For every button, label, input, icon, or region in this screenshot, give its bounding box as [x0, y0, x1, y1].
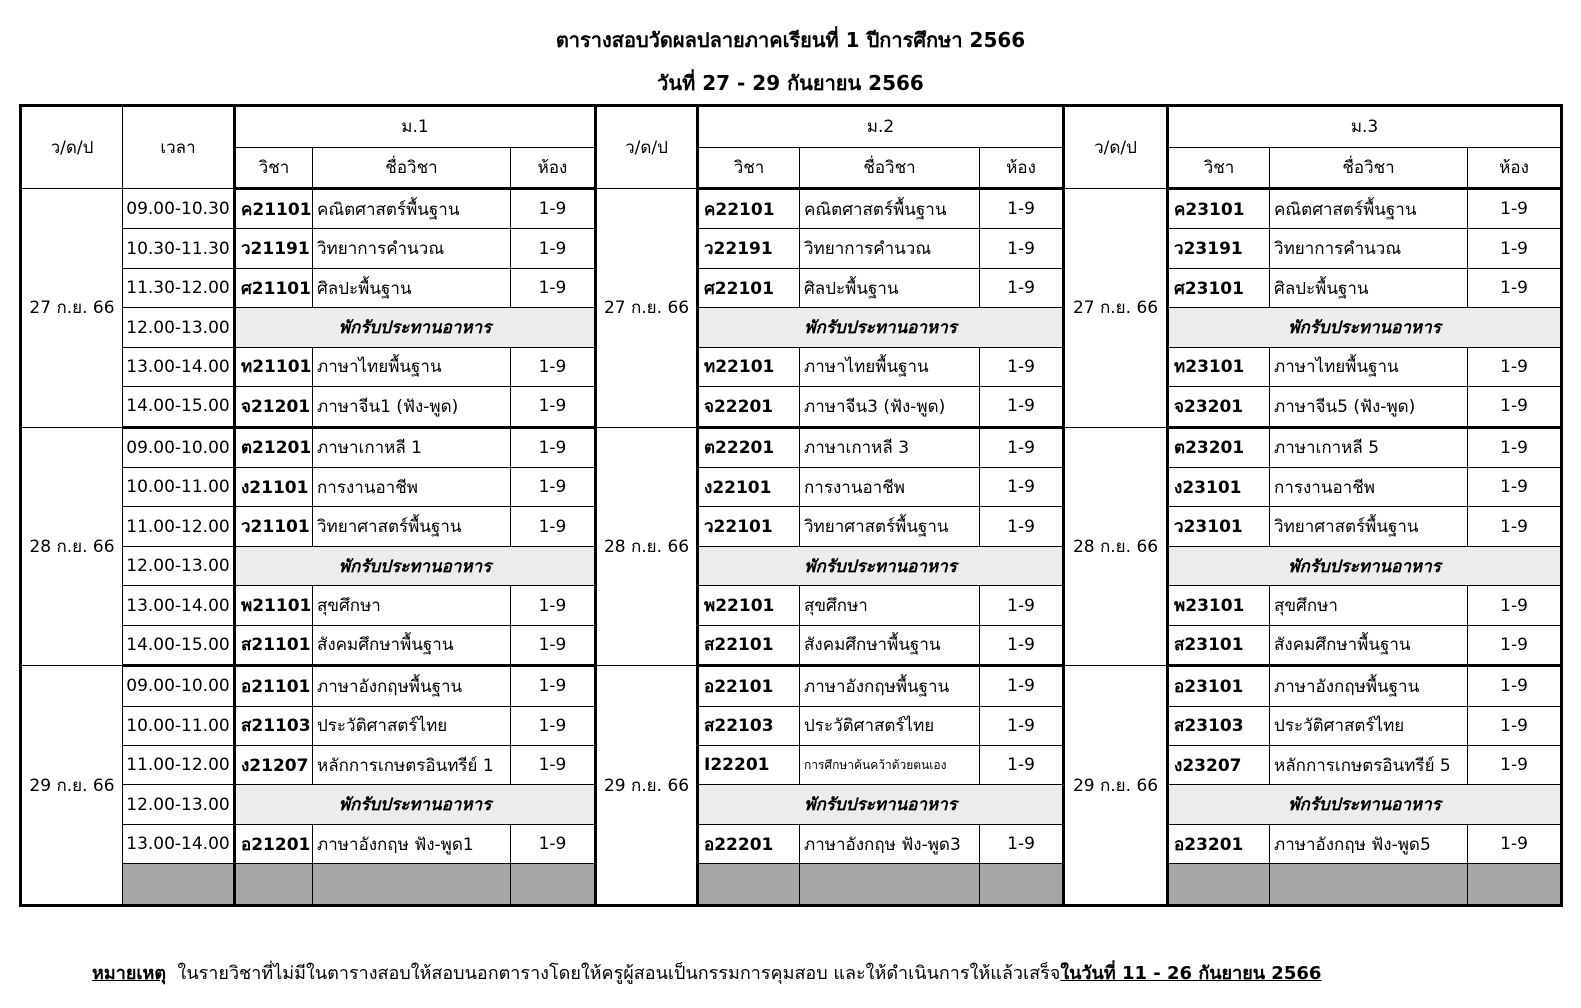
- subject-code: อ23201: [1168, 824, 1270, 863]
- exam-room: 1-9: [980, 347, 1064, 386]
- exam-room: 1-9: [1468, 229, 1562, 268]
- subject-code: ส23101: [1168, 625, 1270, 665]
- subject-name: สังคมศึกษาพื้นฐาน: [800, 625, 980, 665]
- header-room: ห้อง: [511, 147, 596, 189]
- table-row: [21, 666, 1562, 706]
- page-title: ตารางสอบวัดผลปลายภาคเรียนที่ 1 ปีการศึกษา 2566: [555, 28, 1026, 52]
- subject-name: ภาษาอังกฤษ ฟัง-พูด5: [1270, 824, 1468, 863]
- subject-code: จ23201: [1168, 387, 1270, 427]
- page-subtitle: วันที่ 27 - 29 กันยายน 2566: [657, 71, 924, 95]
- subject-code: ว23191: [1168, 229, 1270, 268]
- empty-cell: [235, 864, 313, 906]
- subject-name: ภาษาอังกฤษพื้นฐาน: [313, 666, 511, 706]
- subject-name: ภาษาไทยพื้นฐาน: [800, 347, 980, 386]
- exam-room: 1-9: [511, 586, 596, 625]
- exam-room: 1-9: [511, 706, 596, 745]
- subject-code: I22201: [698, 746, 800, 785]
- subject-name: คณิตศาสตร์พื้นฐาน: [800, 189, 980, 229]
- exam-room: 1-9: [511, 229, 596, 268]
- exam-room: 1-9: [511, 268, 596, 307]
- subject-code: ว22101: [698, 507, 800, 546]
- subject-code: ส21103: [235, 706, 313, 745]
- subject-name: ภาษาจีน1 (ฟัง-พูด): [313, 387, 511, 427]
- subject-code: ส22101: [698, 625, 800, 665]
- exam-room: 1-9: [511, 189, 596, 229]
- empty-row: [21, 864, 1562, 906]
- exam-time: 10.00-11.00: [123, 468, 235, 507]
- exam-time: 09.00-10.30: [123, 189, 235, 229]
- empty-cell: [698, 864, 800, 906]
- subject-name: สังคมศึกษาพื้นฐาน: [313, 625, 511, 665]
- exam-time: 09.00-10.00: [123, 427, 235, 467]
- subject-code: ว22191: [698, 229, 800, 268]
- exam-room: 1-9: [980, 387, 1064, 427]
- header-subject-name: ชื่อวิชา: [313, 147, 511, 189]
- exam-room: 1-9: [980, 706, 1064, 745]
- exam-room: 1-9: [980, 427, 1064, 467]
- empty-cell: [1270, 864, 1468, 906]
- table-row: [21, 586, 1562, 625]
- subject-code: อ22101: [698, 666, 800, 706]
- subject-name: การงานอาชีพ: [1270, 468, 1468, 507]
- table-row: [21, 229, 1562, 268]
- subject-code: ส21101: [235, 625, 313, 665]
- exam-time: 13.00-14.00: [123, 586, 235, 625]
- subject-code: ต22201: [698, 427, 800, 467]
- subject-name: ศิลปะพื้นฐาน: [800, 268, 980, 307]
- exam-time: 12.00-13.00: [123, 546, 235, 585]
- subject-code: ศ22101: [698, 268, 800, 307]
- empty-cell: [1168, 864, 1270, 906]
- exam-room: 1-9: [511, 387, 596, 427]
- subject-name: ภาษาไทยพื้นฐาน: [1270, 347, 1468, 386]
- subject-code: ง22101: [698, 468, 800, 507]
- empty-cell: [800, 864, 980, 906]
- subject-code: อ23101: [1168, 666, 1270, 706]
- subject-name: สุขศึกษา: [1270, 586, 1468, 625]
- subject-name: ภาษาเกาหลี 1: [313, 427, 511, 467]
- exam-room: 1-9: [1468, 746, 1562, 785]
- exam-time: 09.00-10.00: [123, 666, 235, 706]
- exam-room: 1-9: [1468, 706, 1562, 745]
- lunch-break: พักรับประทานอาหาร: [235, 785, 596, 824]
- table-row: [21, 387, 1562, 427]
- subject-name: การงานอาชีพ: [800, 468, 980, 507]
- exam-date: 27 ก.ย. 66: [596, 189, 698, 428]
- exam-room: 1-9: [980, 824, 1064, 863]
- table-row: [21, 625, 1562, 665]
- exam-room: 1-9: [1468, 268, 1562, 307]
- lunch-break: พักรับประทานอาหาร: [1168, 546, 1562, 585]
- exam-room: 1-9: [511, 666, 596, 706]
- exam-room: 1-9: [980, 268, 1064, 307]
- exam-time: 14.00-15.00: [123, 387, 235, 427]
- header-date-col: ว/ด/ป: [1064, 106, 1168, 189]
- subject-code: อ21201: [235, 824, 313, 863]
- exam-room: 1-9: [511, 427, 596, 467]
- exam-date: 29 ก.ย. 66: [1064, 666, 1168, 906]
- subject-code: อ21101: [235, 666, 313, 706]
- subject-code: ว21101: [235, 507, 313, 546]
- table-row: [21, 824, 1562, 863]
- subject-name: ภาษาอังกฤษพื้นฐาน: [1270, 666, 1468, 706]
- subject-code: ว21191: [235, 229, 313, 268]
- exam-time: 12.00-13.00: [123, 308, 235, 347]
- exam-room: 1-9: [511, 468, 596, 507]
- subject-code: จ21201: [235, 387, 313, 427]
- subject-code: ต21201: [235, 427, 313, 467]
- empty-cell: [511, 864, 596, 906]
- exam-room: 1-9: [511, 507, 596, 546]
- header-room: ห้อง: [980, 147, 1064, 189]
- exam-time: 11.00-12.00: [123, 746, 235, 785]
- exam-time: 13.00-14.00: [123, 347, 235, 386]
- exam-room: 1-9: [980, 189, 1064, 229]
- subject-name: ภาษาจีน5 (ฟัง-พูด): [1270, 387, 1468, 427]
- subject-name: สุขศึกษา: [313, 586, 511, 625]
- header-grade-m2: ม.2: [698, 106, 1064, 148]
- subject-name: ประวัติศาสตร์ไทย: [1270, 706, 1468, 745]
- subject-name: วิทยาการคำนวณ: [313, 229, 511, 268]
- subject-code: พ23101: [1168, 586, 1270, 625]
- subject-name: สุขศึกษา: [800, 586, 980, 625]
- exam-date: 29 ก.ย. 66: [596, 666, 698, 906]
- note-dates: ในวันที่ 11 - 26 กันยายน 2566: [1060, 963, 1322, 984]
- table-row: [21, 468, 1562, 507]
- subject-name: ประวัติศาสตร์ไทย: [800, 706, 980, 745]
- note-label: หมายเหตุ: [92, 963, 167, 984]
- exam-room: 1-9: [1468, 189, 1562, 229]
- exam-room: 1-9: [980, 229, 1064, 268]
- subject-code: ค22101: [698, 189, 800, 229]
- subject-code: ง23101: [1168, 468, 1270, 507]
- subject-name: คณิตศาสตร์พื้นฐาน: [313, 189, 511, 229]
- subject-name: สังคมศึกษาพื้นฐาน: [1270, 625, 1468, 665]
- exam-room: 1-9: [511, 746, 596, 785]
- subject-name: การงานอาชีพ: [313, 468, 511, 507]
- empty-cell: [980, 864, 1064, 906]
- empty-cell: [1468, 864, 1562, 906]
- table-row: [21, 706, 1562, 745]
- exam-room: 1-9: [980, 507, 1064, 546]
- subject-name: ภาษาอังกฤษพื้นฐาน: [800, 666, 980, 706]
- exam-room: 1-9: [511, 824, 596, 863]
- table-row: [21, 347, 1562, 386]
- subject-code: พ22101: [698, 586, 800, 625]
- exam-date: 28 ก.ย. 66: [596, 427, 698, 666]
- header-subject-name: ชื่อวิชา: [800, 147, 980, 189]
- header-date-col: ว/ด/ป: [21, 106, 123, 189]
- subject-name: คณิตศาสตร์พื้นฐาน: [1270, 189, 1468, 229]
- subject-name: ศิลปะพื้นฐาน: [313, 268, 511, 307]
- exam-room: 1-9: [1468, 427, 1562, 467]
- exam-time: 12.00-13.00: [123, 785, 235, 824]
- table-row: [21, 546, 1562, 585]
- exam-room: 1-9: [1468, 625, 1562, 665]
- exam-room: 1-9: [1468, 507, 1562, 546]
- subject-code: ค23101: [1168, 189, 1270, 229]
- exam-room: 1-9: [511, 347, 596, 386]
- exam-room: 1-9: [980, 746, 1064, 785]
- exam-room: 1-9: [980, 468, 1064, 507]
- subject-code: ค21101: [235, 189, 313, 229]
- exam-time: 13.00-14.00: [123, 824, 235, 863]
- exam-room: 1-9: [1468, 666, 1562, 706]
- exam-date: 27 ก.ย. 66: [21, 189, 123, 428]
- exam-date: 29 ก.ย. 66: [21, 666, 123, 906]
- table-row: [21, 507, 1562, 546]
- subject-name: ภาษาจีน3 (ฟัง-พูด): [800, 387, 980, 427]
- subject-code: ศ23101: [1168, 268, 1270, 307]
- table-row: [21, 308, 1562, 347]
- subject-code: จ22201: [698, 387, 800, 427]
- footer-note: [92, 958, 1321, 987]
- exam-time: 10.30-11.30: [123, 229, 235, 268]
- exam-time: 11.30-12.00: [123, 268, 235, 307]
- subject-code: ศ21101: [235, 268, 313, 307]
- subject-name: วิทยาศาสตร์พื้นฐาน: [1270, 507, 1468, 546]
- subject-name: ประวัติศาสตร์ไทย: [313, 706, 511, 745]
- lunch-break: พักรับประทานอาหาร: [235, 546, 596, 585]
- subject-name: วิทยาศาสตร์พื้นฐาน: [800, 507, 980, 546]
- subject-name: ภาษาเกาหลี 3: [800, 427, 980, 467]
- subject-name: ภาษาอังกฤษ ฟัง-พูด1: [313, 824, 511, 863]
- subject-code: ท23101: [1168, 347, 1270, 386]
- exam-room: 1-9: [980, 625, 1064, 665]
- exam-schedule-table: [19, 104, 1563, 907]
- lunch-break: พักรับประทานอาหาร: [698, 546, 1064, 585]
- subject-name: วิทยาศาสตร์พื้นฐาน: [313, 507, 511, 546]
- header-grade-m1: ม.1: [235, 106, 596, 148]
- table-row: [21, 189, 1562, 229]
- subject-name: ภาษาเกาหลี 5: [1270, 427, 1468, 467]
- subject-name: ศิลปะพื้นฐาน: [1270, 268, 1468, 307]
- exam-date: 27 ก.ย. 66: [1064, 189, 1168, 428]
- header-time-col: เวลา: [123, 106, 235, 189]
- empty-cell: [313, 864, 511, 906]
- table-row: [21, 427, 1562, 467]
- header-subject-code: วิชา: [1168, 147, 1270, 189]
- subject-code: ง21207: [235, 746, 313, 785]
- subject-name: ภาษาอังกฤษ ฟัง-พูด3: [800, 824, 980, 863]
- table-row: [21, 268, 1562, 307]
- subject-code: ส23103: [1168, 706, 1270, 745]
- subject-name: หลักการเกษตรอินทรีย์ 5: [1270, 746, 1468, 785]
- exam-time: 11.00-12.00: [123, 507, 235, 546]
- header-subject-code: วิชา: [698, 147, 800, 189]
- lunch-break: พักรับประทานอาหาร: [698, 308, 1064, 347]
- exam-time: 14.00-15.00: [123, 625, 235, 665]
- exam-room: 1-9: [511, 625, 596, 665]
- subject-code: ง21101: [235, 468, 313, 507]
- subject-code: อ22201: [698, 824, 800, 863]
- subject-name: ภาษาไทยพื้นฐาน: [313, 347, 511, 386]
- subject-code: ท22101: [698, 347, 800, 386]
- lunch-break: พักรับประทานอาหาร: [235, 308, 596, 347]
- subject-name: หลักการเกษตรอินทรีย์ 1: [313, 746, 511, 785]
- note-text: ในรายวิชาที่ไม่มีในตารางสอบให้สอบนอกตารางโดยให้ครูผู้สอนเป็นกรรมการคุมสอบ และให้ดำเนินการให้แล้วเสร็จ: [166, 963, 1061, 984]
- subject-code: ว23101: [1168, 507, 1270, 546]
- exam-date: 28 ก.ย. 66: [1064, 427, 1168, 666]
- header-subject-name: ชื่อวิชา: [1270, 147, 1468, 189]
- exam-room: 1-9: [1468, 468, 1562, 507]
- subject-code: พ21101: [235, 586, 313, 625]
- table-row: [21, 785, 1562, 824]
- header-subject-code: วิชา: [235, 147, 313, 189]
- lunch-break: พักรับประทานอาหาร: [1168, 785, 1562, 824]
- lunch-break: พักรับประทานอาหาร: [1168, 308, 1562, 347]
- header-grade-m3: ม.3: [1168, 106, 1562, 148]
- exam-room: 1-9: [980, 586, 1064, 625]
- subject-code: ส22103: [698, 706, 800, 745]
- exam-room: 1-9: [1468, 387, 1562, 427]
- exam-date: 28 ก.ย. 66: [21, 427, 123, 666]
- empty-cell: [123, 864, 235, 906]
- header-room: ห้อง: [1468, 147, 1562, 189]
- table-row: [21, 746, 1562, 785]
- exam-time: 10.00-11.00: [123, 706, 235, 745]
- exam-room: 1-9: [1468, 347, 1562, 386]
- subject-name: การศึกษาค้นคว้าด้วยตนเอง: [800, 746, 980, 785]
- subject-code: ง23207: [1168, 746, 1270, 785]
- lunch-break: พักรับประทานอาหาร: [698, 785, 1064, 824]
- subject-name: วิทยาการคำนวณ: [800, 229, 980, 268]
- exam-room: 1-9: [1468, 824, 1562, 863]
- subject-name: วิทยาการคำนวณ: [1270, 229, 1468, 268]
- subject-code: ท21101: [235, 347, 313, 386]
- subject-code: ต23201: [1168, 427, 1270, 467]
- exam-room: 1-9: [1468, 586, 1562, 625]
- header-date-col: ว/ด/ป: [596, 106, 698, 189]
- exam-room: 1-9: [980, 666, 1064, 706]
